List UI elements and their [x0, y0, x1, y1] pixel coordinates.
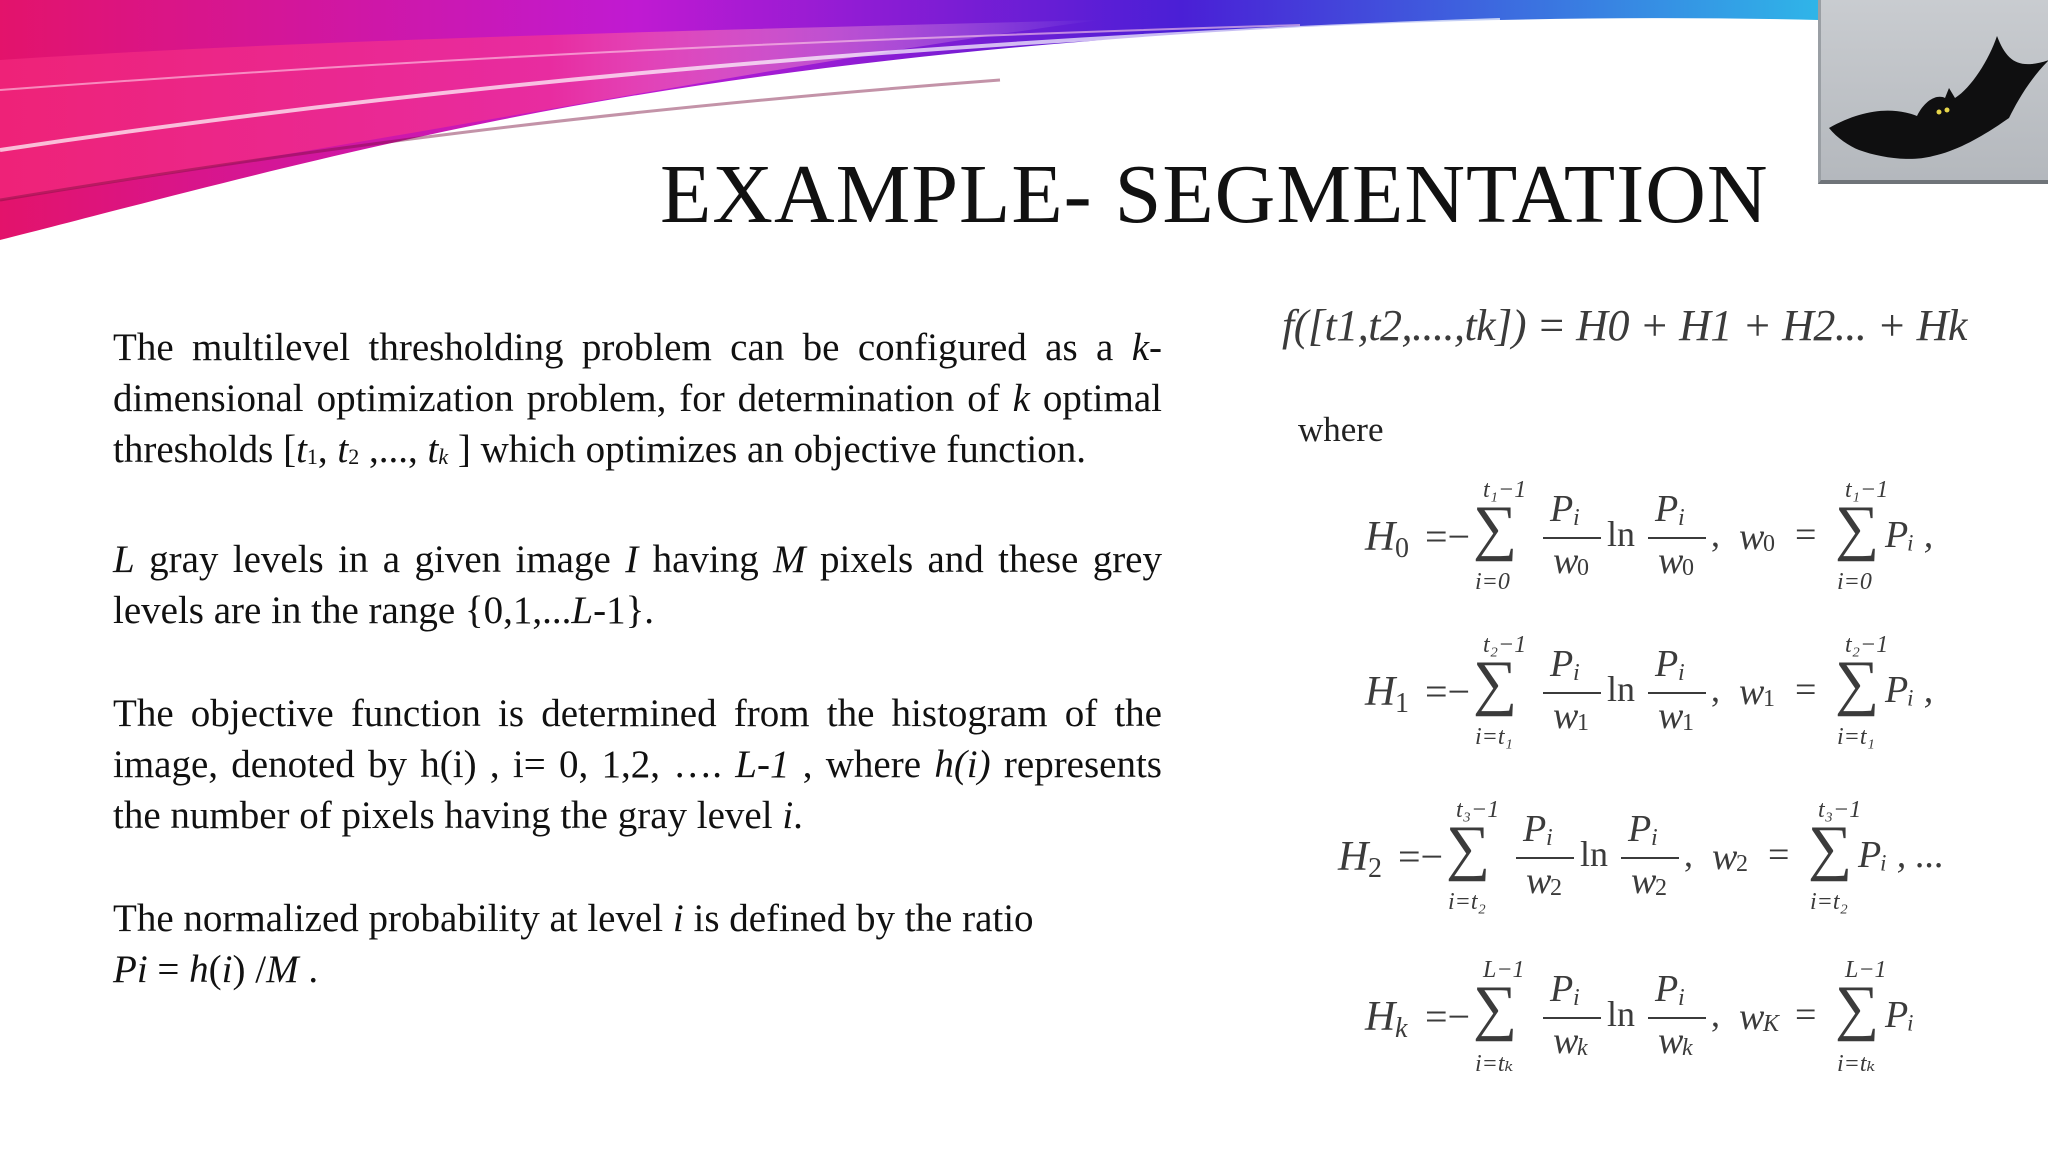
weight-symbol: w — [1739, 996, 1765, 1038]
paragraph-thresholding — [113, 322, 1162, 482]
fraction-numerator: P — [1655, 488, 1679, 530]
text: k — [1131, 326, 1149, 369]
objective-formula: f([t1,t2,....,tk]) = H0 + H1 + H2... + Hk — [1282, 301, 1967, 350]
sum-term: Pᵢ , — [1885, 514, 1934, 556]
equals: = — [1795, 669, 1817, 711]
text: ) / — [232, 948, 267, 991]
fraction-numerator: P — [1550, 968, 1574, 1010]
comma: , — [1684, 834, 1693, 874]
numerator-subscript: i — [1573, 985, 1580, 1011]
text: The multilevel thresholding problem can be configured as a — [113, 326, 1132, 369]
sum-lower-limit: i=t₂ — [1810, 889, 1848, 915]
numerator-subscript: i — [1678, 505, 1685, 531]
numerator-subscript: i — [1546, 825, 1553, 851]
formula-H: H — [1365, 669, 1396, 715]
text: optimal thresholds [ — [113, 377, 1163, 471]
text: ,..., — [359, 428, 428, 471]
fraction-denominator: w — [1658, 695, 1684, 737]
sum-symbol: ∑ — [1808, 814, 1853, 882]
fraction-numerator: P — [1655, 968, 1679, 1010]
formula-H-subscript: 0 — [1395, 533, 1409, 564]
text: i — [221, 948, 233, 991]
text: gray levels in a given image — [134, 538, 626, 581]
text: h(i) — [934, 743, 991, 786]
denominator-subscript: 1 — [1682, 710, 1694, 736]
text: t — [296, 428, 307, 471]
denominator-subscript: 0 — [1682, 555, 1694, 581]
weight-subscript: 0 — [1763, 531, 1775, 557]
numerator-subscript: i — [1678, 660, 1685, 686]
slide-title: EXAMPLE- SEGMENTATION — [660, 148, 1769, 241]
numerator-subscript: i — [1651, 825, 1658, 851]
sum-symbol: ∑ — [1835, 974, 1880, 1042]
sum-lower-limit: i=tₖ — [1837, 1051, 1876, 1077]
fraction-numerator: P — [1550, 643, 1574, 685]
fraction-numerator: P — [1523, 808, 1547, 850]
numerator-subscript: i — [1573, 505, 1580, 531]
formula-equals-minus: =− — [1425, 994, 1471, 1039]
text: k — [1012, 377, 1030, 420]
sum-upper-limit: L−1 — [1483, 957, 1525, 983]
text: = — [147, 948, 190, 991]
sum-lower-limit: i=t₂ — [1448, 889, 1486, 915]
equals: = — [1768, 834, 1790, 876]
where-label: where — [1298, 410, 1384, 449]
formula-equals-minus: =− — [1425, 669, 1471, 714]
text: , where — [789, 743, 935, 786]
text: pixels and these grey levels are in the range {0,1,... — [113, 538, 1162, 632]
bat-icon — [1821, 0, 2048, 184]
sum-term: Pᵢ — [1885, 994, 1915, 1036]
sum-symbol: ∑ — [1835, 649, 1880, 717]
fraction-denominator: w — [1658, 1020, 1684, 1062]
text: . — [793, 794, 803, 837]
text: h — [189, 948, 209, 991]
sum-lower-limit: i=0 — [1837, 569, 1872, 595]
equals: = — [1795, 514, 1817, 556]
sum-upper-limit: L−1 — [1845, 957, 1887, 983]
weight-symbol: w — [1739, 671, 1765, 713]
text: ] which optimizes an objective function. — [448, 428, 1087, 471]
subscript: 1 — [306, 444, 318, 469]
text: The normalized probability at level — [113, 897, 673, 940]
comma: , — [1711, 669, 1720, 709]
fraction-denominator: w — [1553, 1020, 1579, 1062]
paragraph-normalized-probability — [113, 893, 1162, 995]
sum-symbol: ∑ — [1473, 494, 1518, 562]
sum-upper-limit: t₂−1 — [1483, 632, 1527, 658]
sum-lower-limit: i=0 — [1475, 569, 1510, 595]
weight-symbol: w — [1739, 516, 1765, 558]
formula-H: H — [1365, 994, 1396, 1040]
text: M — [773, 538, 806, 581]
sum-symbol: ∑ — [1473, 649, 1518, 717]
comma: , — [1711, 994, 1720, 1034]
ln-operator: ln — [1607, 994, 1636, 1034]
text: I — [625, 538, 639, 581]
sum-lower-limit: i=tₖ — [1475, 1051, 1514, 1077]
formula-H-subscript: 2 — [1368, 853, 1382, 884]
sum-upper-limit: t₃−1 — [1818, 797, 1862, 823]
fraction-numerator: P — [1628, 808, 1652, 850]
formula-image — [1270, 285, 1970, 1125]
sum-upper-limit: t₁−1 — [1483, 477, 1527, 503]
subscript: 2 — [348, 444, 360, 469]
text: ( — [208, 948, 222, 991]
comma: , — [1711, 514, 1720, 554]
fraction-denominator: w — [1631, 860, 1657, 902]
paragraph-objective-function — [113, 688, 1162, 841]
fraction-denominator: w — [1553, 540, 1579, 582]
weight-subscript: 1 — [1763, 686, 1775, 712]
sum-symbol: ∑ — [1835, 494, 1880, 562]
sum-term: Pᵢ , ... — [1858, 834, 1945, 876]
sum-upper-limit: t₃−1 — [1456, 797, 1500, 823]
text: having — [638, 538, 774, 581]
fraction-numerator: P — [1550, 488, 1574, 530]
text: t — [337, 428, 349, 471]
text: M — [266, 948, 299, 991]
text: represents the number of pixels having the gray level — [113, 743, 1162, 837]
denominator-subscript: 2 — [1655, 875, 1667, 901]
numerator-subscript: i — [1678, 985, 1685, 1011]
denominator-subscript: k — [1577, 1035, 1588, 1061]
sum-term: Pᵢ , — [1885, 669, 1934, 711]
text: i — [782, 794, 794, 837]
numerator-subscript: i — [1573, 660, 1580, 686]
denominator-subscript: 0 — [1577, 555, 1589, 581]
text: i — [672, 897, 684, 940]
text: L — [113, 538, 135, 581]
fraction-numerator: P — [1655, 643, 1679, 685]
text: , — [317, 428, 338, 471]
body-text — [113, 322, 1162, 1047]
fraction-denominator: w — [1658, 540, 1684, 582]
sum-lower-limit: i=t₁ — [1475, 724, 1513, 750]
text: L — [571, 589, 594, 632]
sum-symbol: ∑ — [1473, 974, 1518, 1042]
formula-H-subscript: 1 — [1395, 688, 1409, 719]
sum-upper-limit: t₁−1 — [1845, 477, 1889, 503]
equals: = — [1795, 994, 1817, 1036]
fraction-denominator: w — [1526, 860, 1552, 902]
text: -dimensional optimization problem, for determination of — [113, 326, 1162, 420]
text: t — [427, 428, 439, 471]
subscript: k — [438, 444, 449, 469]
weight-symbol: w — [1712, 836, 1738, 878]
weight-subscript: 2 — [1736, 851, 1748, 877]
text: is defined by the ratio — [683, 897, 1034, 940]
fraction-denominator: w — [1553, 695, 1579, 737]
weight-subscript: K — [1763, 1011, 1780, 1037]
ln-operator: ln — [1607, 669, 1636, 709]
formula-H: H — [1338, 834, 1369, 880]
text: . — [298, 948, 319, 991]
formula-equals-minus: =− — [1425, 514, 1471, 559]
sum-upper-limit: t₂−1 — [1845, 632, 1889, 658]
formula-H: H — [1365, 514, 1396, 560]
formula-equals-minus: =− — [1398, 834, 1444, 879]
text: Pi — [113, 948, 148, 991]
formula-H-subscript: k — [1395, 1013, 1408, 1044]
sum-symbol: ∑ — [1446, 814, 1491, 882]
text: L-1 — [735, 743, 790, 786]
denominator-subscript: 1 — [1577, 710, 1589, 736]
ln-operator: ln — [1607, 514, 1636, 554]
bat-thumbnail-image — [1818, 0, 2048, 184]
text: -1}. — [593, 589, 655, 632]
denominator-subscript: 2 — [1550, 875, 1562, 901]
paragraph-gray-levels — [113, 534, 1162, 636]
sum-lower-limit: i=t₁ — [1837, 724, 1875, 750]
denominator-subscript: k — [1682, 1035, 1693, 1061]
text: The objective function is determined from the histogram of the image, denoted by h(i) , i= 0, 1,2, …. — [113, 692, 1162, 786]
ln-operator: ln — [1580, 834, 1609, 874]
